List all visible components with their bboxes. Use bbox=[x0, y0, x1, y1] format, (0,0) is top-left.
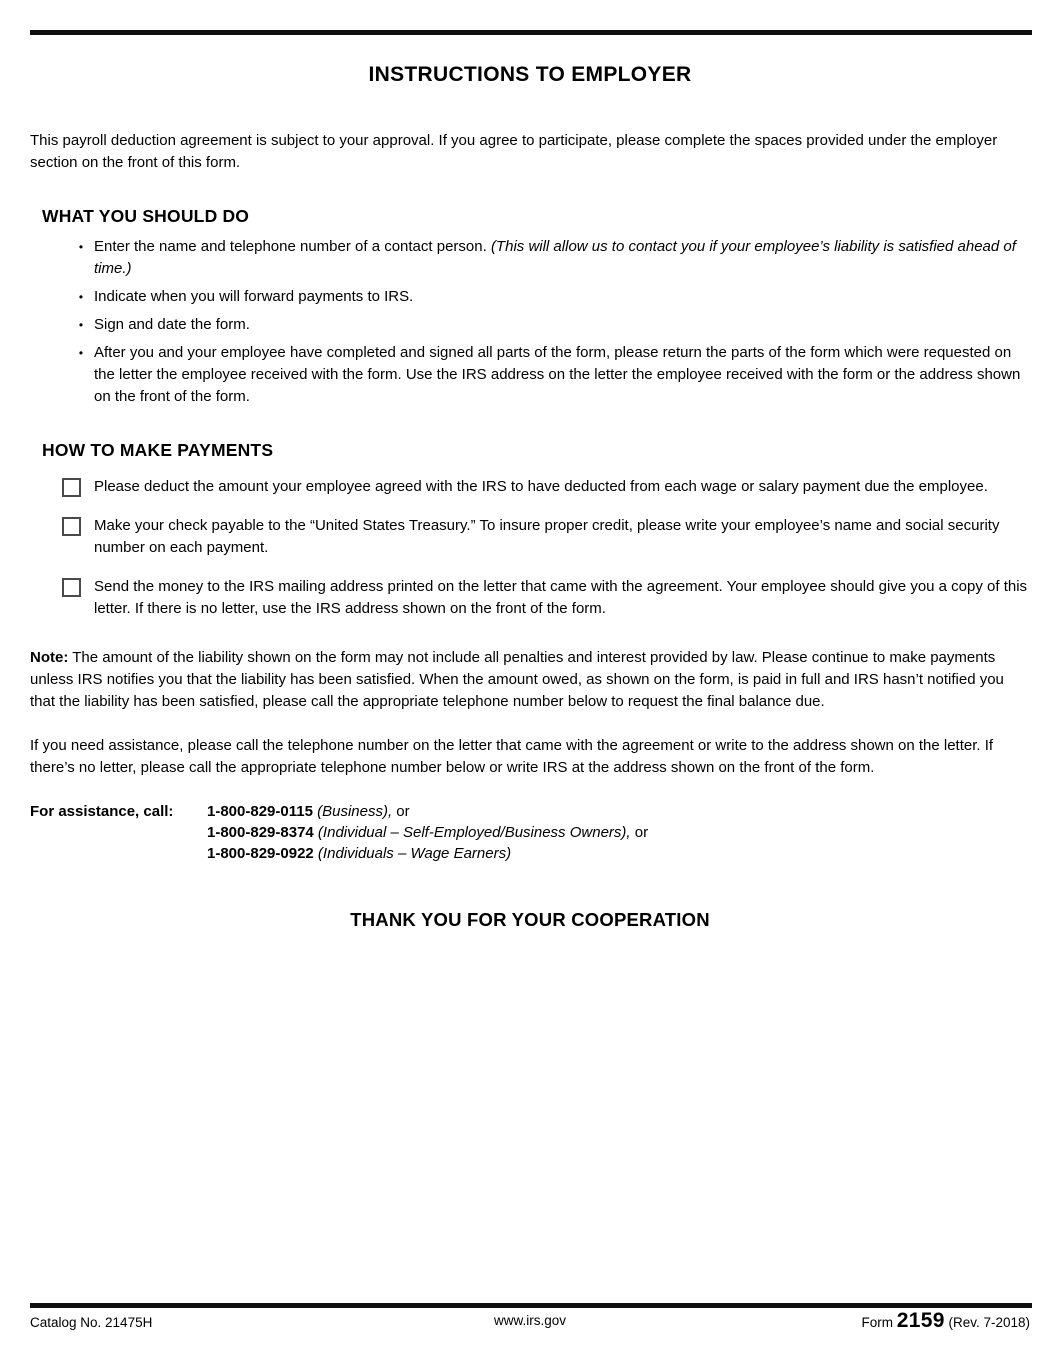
list-item-text-normal: Indicate when you will forward payments to IRS. bbox=[94, 288, 414, 305]
phone-number: 1-800-829-0922 bbox=[207, 845, 314, 862]
list-item-text bbox=[94, 286, 1030, 308]
bullet-icon: • bbox=[78, 240, 84, 254]
footer bbox=[30, 1311, 1030, 1333]
catalog-number: Catalog No. 21475H bbox=[30, 1313, 158, 1333]
payment-option-row bbox=[30, 476, 1030, 498]
form-revision: (Rev. 7-2018) bbox=[944, 1315, 1030, 1330]
assistance-call-label: For assistance, call: bbox=[30, 803, 174, 820]
phone-line bbox=[207, 843, 1030, 864]
list-item bbox=[30, 314, 1030, 336]
list-item-text bbox=[94, 342, 1030, 408]
list-item-text bbox=[94, 314, 1030, 336]
payment-option-text: Please deduct the amount your employee agreed with the IRS to have deducted from each wage or salary payment due the employee. bbox=[94, 478, 988, 495]
section-heading-how-to-make-payments: HOW TO MAKE PAYMENTS bbox=[42, 440, 274, 460]
phone-desc: (Individual – Self-Employed/Business Owners), bbox=[313, 824, 631, 841]
phone-line bbox=[207, 801, 1030, 822]
phone-suffix: or bbox=[392, 803, 410, 820]
form-number-block bbox=[856, 1311, 1030, 1333]
payment-option-row bbox=[30, 515, 1030, 559]
list-item-text-normal: Enter the name and telephone number of a contact person. bbox=[94, 238, 491, 255]
website-url: www.irs.gov bbox=[493, 1313, 566, 1328]
phone-number: 1-800-829-8374 bbox=[207, 824, 314, 841]
phone-number: 1-800-829-0115 bbox=[207, 803, 313, 820]
form-label: Form bbox=[861, 1315, 897, 1330]
list-item-text-italic: (This will allow us to contact you if your employee’s liability is satisfied ahead of time.) bbox=[94, 238, 1016, 277]
form-number: 2159 bbox=[896, 1309, 945, 1332]
assistance-call-block bbox=[30, 801, 1030, 864]
payment-option-text: Make your check payable to the “United States Treasury.” To insure proper credit, please write your employee’s name and social security number on each payment. bbox=[94, 517, 1000, 556]
payment-option-row bbox=[30, 576, 1030, 620]
bullet-icon: • bbox=[78, 318, 84, 332]
deduct-amount-checkbox[interactable] bbox=[62, 478, 81, 497]
intro-paragraph: This payroll deduction agreement is subject to your approval. If you agree to participate, please complete the spaces provided under the employer section on the front of this form. bbox=[30, 132, 998, 171]
thank-you-heading: THANK YOU FOR YOUR COOPERATION bbox=[350, 909, 710, 930]
send-money-checkbox[interactable] bbox=[62, 578, 81, 597]
how-to-make-payments-list bbox=[30, 476, 1030, 620]
phone-desc: (Business), bbox=[312, 803, 393, 820]
payment-option-text: Send the money to the IRS mailing address printed on the letter that came with the agreement. Your employee should give you a copy of this letter. If there is no letter, use the IRS address shown on the front of the form. bbox=[94, 578, 1028, 617]
top-rule bbox=[30, 30, 1032, 35]
list-item-text bbox=[94, 236, 1030, 280]
note-label: Note: bbox=[30, 649, 69, 666]
check-payable-checkbox[interactable] bbox=[62, 517, 81, 536]
list-item bbox=[30, 342, 1030, 408]
assistance-phone-lines bbox=[207, 801, 1030, 864]
list-item-text-normal: Sign and date the form. bbox=[94, 316, 250, 333]
list-item bbox=[30, 236, 1030, 280]
bullet-icon: • bbox=[78, 290, 84, 304]
page-title: INSTRUCTIONS TO EMPLOYER bbox=[368, 63, 692, 86]
assistance-paragraph: If you need assistance, please call the telephone number on the letter that came with the agreement or write to the address shown on the letter. If there’s no letter, please call the appropriate telephone number below or write IRS at the address shown on the front of the form. bbox=[30, 737, 994, 776]
bullet-icon: • bbox=[78, 346, 84, 360]
phone-suffix: or bbox=[630, 824, 649, 841]
list-item-text-normal: After you and your employee have completed and signed all parts of the form, please return the parts of the form which were requested on the letter the employee received with the form. Use the IRS address on the letter the employee received with the form or the address shown on the front of the form. bbox=[94, 344, 1021, 405]
section-heading-what-you-should-do: WHAT YOU SHOULD DO bbox=[42, 206, 250, 226]
note-paragraph bbox=[30, 647, 1030, 713]
phone-desc: (Individuals – Wage Earners) bbox=[313, 845, 512, 862]
note-text: The amount of the liability shown on the form may not include all penalties and interest provided by law. Please continue to make payments unless IRS notifies you that the liability has been satisfied. When the amount owed, as shown on the form, is paid in full and IRS hasn’t notified you that the liability has been satisfied, please call the appropriate telephone number below to request the final balance due. bbox=[30, 649, 1004, 710]
bottom-rule bbox=[30, 1303, 1032, 1308]
list-item bbox=[30, 286, 1030, 308]
what-you-should-do-list bbox=[30, 236, 1030, 408]
phone-line bbox=[207, 822, 1030, 843]
